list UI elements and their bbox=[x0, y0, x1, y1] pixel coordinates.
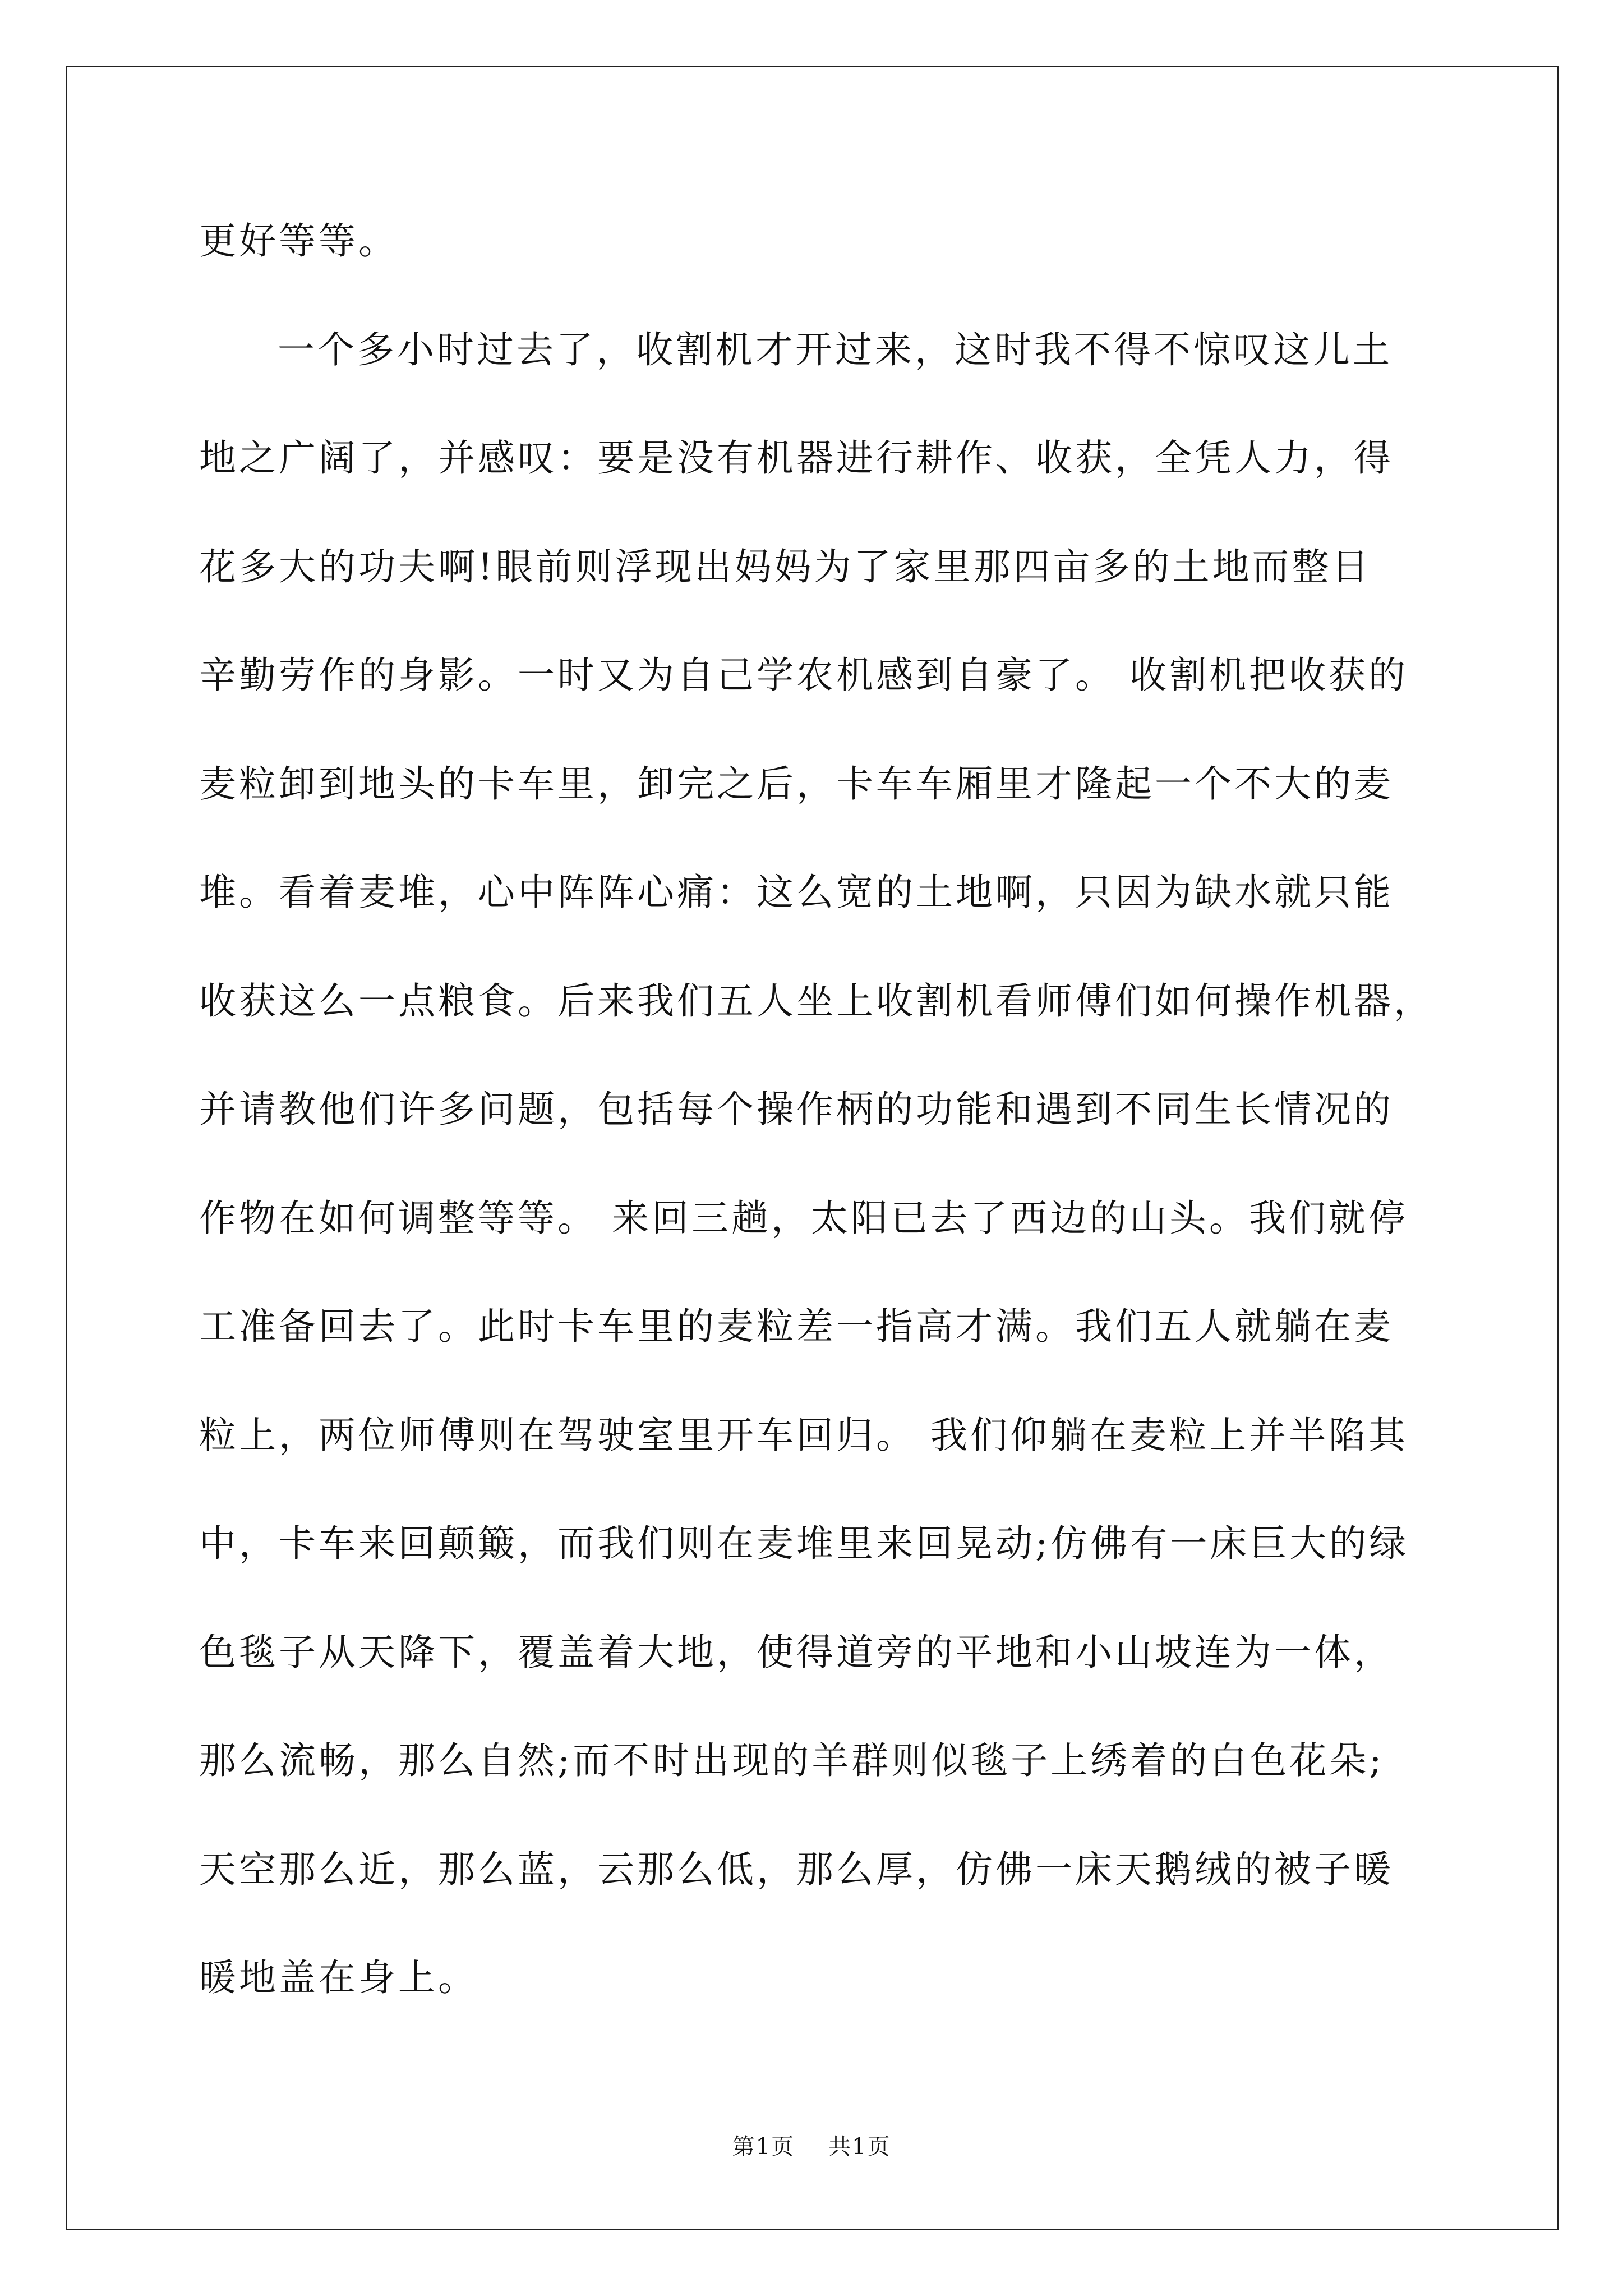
text-line: 色毯子从天降下，覆盖着大地，使得道旁的平地和小山坡连为一体， bbox=[199, 1630, 1394, 1674]
text-line: 辛勤劳作的身影。一时又为自己学农机感到自豪了。 收割机把收获的 bbox=[199, 654, 1408, 697]
text-line: 一个多小时过去了，收割机才开过来，这时我不得不惊叹这儿土 bbox=[278, 328, 1393, 371]
page-number: 第1页 bbox=[732, 2134, 795, 2160]
text-line: 更好等等。 bbox=[199, 219, 398, 263]
page-total: 共1页 bbox=[828, 2134, 891, 2160]
text-line: 并请教他们许多问题，包括每个操作柄的功能和遇到不同生长情况的 bbox=[199, 1088, 1394, 1131]
text-line: 工准备回去了。此时卡车里的麦粒差一指高才满。我们五人就躺在麦 bbox=[199, 1305, 1394, 1348]
text-line: 地之广阔了，并感叹：要是没有机器进行耕作、收获，全凭人力，得 bbox=[199, 436, 1394, 480]
text-line: 暖地盖在身上。 bbox=[199, 1956, 478, 1999]
text-line: 收获这么一点粮食。后来我们五人坐上收割机看师傅们如何操作机器， bbox=[199, 979, 1433, 1023]
text-line: 那么流畅，那么自然;而不时出现的羊群则似毯子上绣着的白色花朵; bbox=[199, 1739, 1385, 1782]
text-line: 花多大的功夫啊!眼前则浮现出妈妈为了家里那四亩多的土地而整日 bbox=[199, 545, 1372, 588]
text-line: 作物在如何调整等等。 来回三趟，太阳已去了西边的山头。我们就停 bbox=[199, 1196, 1408, 1240]
text-line: 中，卡车来回颠簸，而我们则在麦堆里来回晃动;仿佛有一床巨大的绿 bbox=[199, 1522, 1409, 1565]
body-text bbox=[199, 208, 1433, 2053]
text-line: 麦粒卸到地头的卡车里，卸完之后，卡车车厢里才隆起一个不大的麦 bbox=[199, 762, 1394, 806]
text-line: 堆。看着麦堆，心中阵阵心痛：这么宽的土地啊，只因为缺水就只能 bbox=[199, 871, 1394, 914]
text-line: 天空那么近，那么蓝，云那么低，那么厚，仿佛一床天鹅绒的被子暖 bbox=[199, 1847, 1394, 1891]
text-line: 粒上，两位师傅则在驾驶室里开车回归。 我们仰躺在麦粒上并半陷其 bbox=[199, 1413, 1408, 1457]
page-footer bbox=[0, 2129, 1623, 2161]
